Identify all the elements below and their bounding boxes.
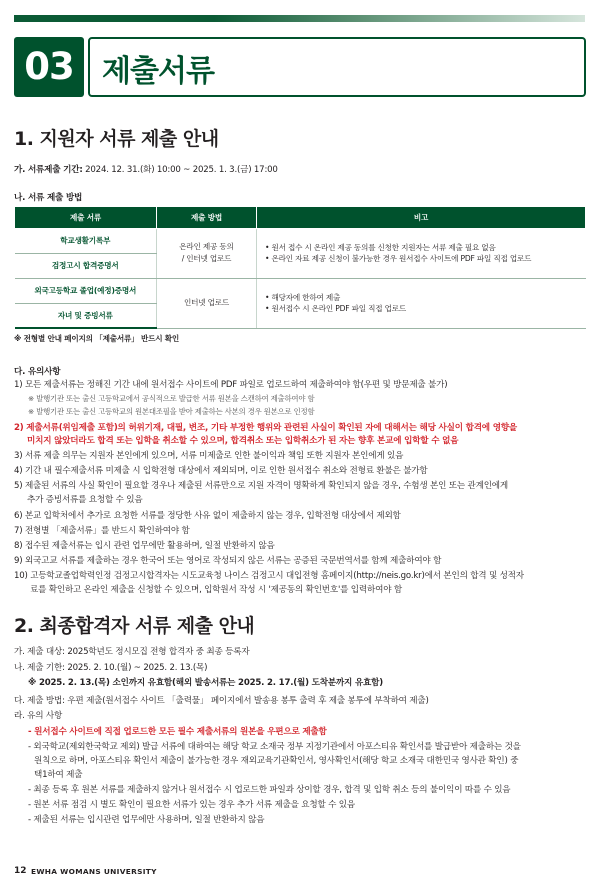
table-cell: 인터넷 업로드: [157, 278, 257, 328]
note-item: 4) 기간 내 필수제출서류 미제출 시 입학전형 대상에서 제외되며, 이로 인한 원서접수 취소와 전형료 환불은 불가함: [14, 466, 428, 476]
caution-item: - 최종 등록 후 원본 서류를 제출하지 않거나 원서접수 시 업로드한 파일과 상이할 경우, 합격 및 입학 취소 등의 불이익이 따를 수 있음: [28, 785, 511, 795]
table-cell: 외국고등학교 졸업(예정)증명서: [15, 278, 157, 303]
part1-heading: 1. 지원자 서류 제출 안내: [14, 128, 219, 150]
deadline-line: 나. 제출 기한: 2025. 2. 10.(월) ~ 2025. 2. 13.(목): [14, 663, 208, 673]
caution-item: 원칙으로 하며, 아포스티유 확인서 제출이 불가능한 경우 재외교육기관확인서, 영사확인서(해당 학교 소재국 대한민국 영사관 확인) 중: [34, 756, 519, 766]
note-item-warning: 미치지 않았더라도 합격 또는 입학을 취소할 수 있으며, 합격취소 또는 입학취소가 된 자는 향후 본교에 입학할 수 없음: [27, 436, 459, 446]
cautions-label: 라. 유의 사항: [14, 711, 63, 721]
table-row: [15, 228, 586, 253]
section-title: 제출서류: [102, 54, 214, 89]
page-number: 12: [14, 866, 27, 876]
caution-item: - 외국학교(제외한국학교 제외) 발급 서류에 대하여는 해당 학교 소재국 정부 지정기관에서 아포스티유 확인서를 발급받아 제출하는 것을: [28, 742, 521, 752]
university-name: EWHA WOMANS UNIVERSITY: [31, 867, 157, 876]
documents-table: [14, 207, 586, 329]
cautions-label: 다. 유의사항: [14, 367, 61, 377]
submission-period-label: 가. 서류제출 기간:: [14, 165, 83, 175]
note-item: 5) 제출된 서류의 사실 확인이 필요할 경우나 제출된 서류만으로 지원 자격이 명확하게 확인되지 않을 경우, 수험생 본인 또는 관계인에게: [14, 481, 509, 491]
table-cell: [157, 228, 257, 278]
table-row: [15, 278, 586, 303]
note-item: 9) 외국고교 서류를 제출하는 경우 한국어 또는 영어로 작성되지 않은 서류는 공증된 국문번역서를 함께 제출하여야 함: [14, 556, 442, 566]
table-cell: 학교생활기록부: [15, 228, 157, 253]
note-item: 10) 고등학교졸업학력인정 검정고시합격자는 시도교육청 나이스 검정고시 대입전형 홈페이지(http://neis.go.kr)에서 본인의 합격 및 성적자: [14, 571, 524, 581]
table-note: ※ 전형별 안내 페이지의 「제출서류」 반드시 확인: [14, 334, 180, 343]
note-sub-item: ※ 발행기관 또는 출신 고등학교에서 공식적으로 발급한 서류 원본을 스캔하여 제출하여야 함: [28, 394, 315, 403]
table-header: 제출 방법: [157, 207, 257, 228]
note-item-warning: 2) 제출서류(위임제출 포함)의 허위기재, 대필, 변조, 기타 부정한 행위와 관련된 사실이 확인된 자에 대해서는 해당 사실이 합격에 영향을: [14, 423, 518, 433]
method-line: 다. 제출 방법: 우편 제출(원서접수 사이트 「출력물」 페이지에서 발송용 봉투 출력 후 제출 봉투에 부착하여 제출): [14, 696, 429, 706]
table-header: 비고: [257, 207, 586, 228]
submission-period: [14, 164, 278, 176]
note-item: 1) 모든 제출서류는 정해진 기간 내에 원서접수 사이트에 PDF 파일로 업로드하여 제출하여야 함(우편 및 방문제출 불가): [14, 380, 448, 390]
caution-item: - 원본 서류 점검 시 별도 확인이 필요한 서류가 있는 경우 추가 서류 제출을 요청할 수 있음: [28, 800, 355, 810]
note-line: • 온라인 자료 제공 신청이 불가능한 경우 원서접수 사이트에 PDF 파일 직접 업로드: [265, 254, 532, 263]
note-item: 3) 서류 제출 의무는 지원자 본인에게 있으며, 서류 미제출로 인한 불이익과 책임 또한 지원자 본인에게 있음: [14, 451, 404, 461]
note-item: 6) 본교 입학처에서 추가로 요청한 서류를 정당한 사유 없이 제출하지 않는 경우, 입학전형 대상에서 제외함: [14, 511, 401, 521]
header-gradient-bar: [14, 15, 585, 22]
submission-period-value: 2024. 12. 31.(화) 10:00 ~ 2025. 1. 3.(금) 17:00: [82, 165, 278, 175]
note-item: 추가 증빙서류를 요청할 수 있음: [27, 495, 143, 505]
caution-item: 택1하여 제출: [34, 770, 83, 780]
note-item: 료를 확인하고 온라인 제출을 신청할 수 있으며, 입학원서 작성 시 '제공동의 확인번호'를 입력하여야 함: [30, 585, 402, 595]
note-sub-item: ※ 발행기관 또는 출신 고등학교의 원본대조필을 받아 제출하는 사본의 경우 원본으로 인정함: [28, 407, 315, 416]
note-item: 7) 전형별 「제출서류」를 반드시 확인하여야 함: [14, 526, 190, 536]
deadline-note: ※ 2025. 2. 13.(목) 소인까지 유효함(해외 발송서류는 2025. 2. 17.(월) 도착분까지 유효함): [28, 678, 383, 688]
note-line: • 원서접수 시 온라인 PDF 파일 직접 업로드: [265, 304, 407, 313]
table-cell: 자녀 및 증빙서류: [15, 303, 157, 328]
part2-heading: 2. 최종합격자 서류 제출 안내: [14, 615, 255, 637]
note-item: 8) 접수된 제출서류는 입시 관련 업무에만 활용하며, 일절 반환하지 않음: [14, 541, 275, 551]
section-number: 03: [14, 37, 84, 97]
caution-item-warning: - 원서접수 사이트에 직접 업로드한 모든 필수 제출서류의 원본을 우편으로 제출함: [28, 727, 327, 737]
note-line: • 원서 접수 시 온라인 제공 동의를 신청한 지원자는 서류 제출 필요 없음: [265, 243, 496, 252]
caution-item: - 제출된 서류는 입시관련 업무에만 사용하며, 일절 반환하지 않음: [28, 815, 265, 825]
method-line: / 인터넷 업로드: [181, 254, 232, 263]
method-line: 온라인 제공 동의: [179, 242, 234, 251]
target-line: 가. 제출 대상: 2025학년도 정시모집 전형 합격자 중 최종 등록자: [14, 647, 250, 657]
table-header-row: [15, 207, 586, 228]
note-line: • 해당자에 한하여 제출: [265, 293, 341, 302]
table-cell: [257, 228, 586, 278]
table-header: 제출 서류: [15, 207, 157, 228]
table-cell: [257, 278, 586, 328]
table-cell: 검정고시 합격증명서: [15, 253, 157, 278]
submission-method-label: 나. 서류 제출 방법: [14, 193, 83, 203]
